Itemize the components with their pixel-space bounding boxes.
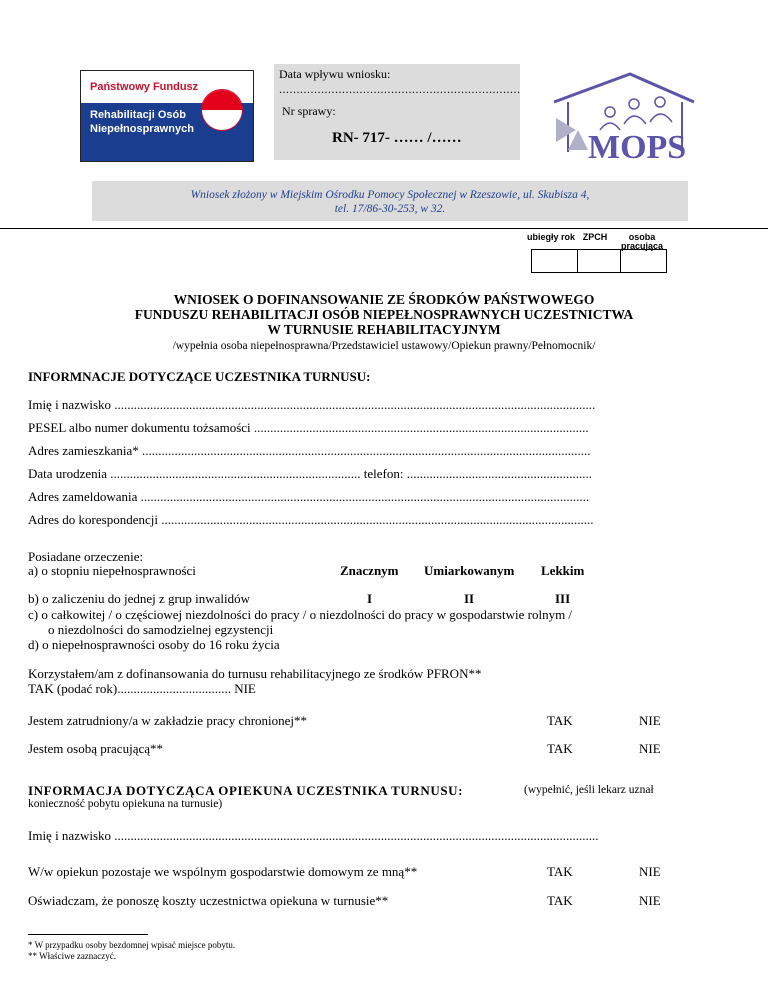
certificate-d: d) o niepełnosprawności osoby do 16 roku życia: [28, 637, 280, 652]
caregiver-name-field[interactable]: Imię i nazwisko .....................................................................................................................................................: [28, 828, 599, 843]
pfron-emblem-icon: [201, 89, 243, 131]
date-dots: .....................................................................: [279, 82, 521, 96]
form-title: [0, 292, 768, 337]
checkbox-last-year[interactable]: [532, 250, 578, 272]
mops-logo: [548, 72, 698, 164]
status-checkboxes: [531, 249, 667, 273]
protected-employment-question: Jestem zatrudniony/a w zakładzie pracy chronionej**: [28, 713, 308, 728]
checkbox-zpch[interactable]: [578, 250, 621, 272]
option-group-2[interactable]: II: [464, 591, 475, 606]
mops-text: MOPS: [588, 129, 687, 164]
caregiver-costs-question: Oświadczam, że ponoszę koszty uczestnictwa opiekuna w turnusie**: [28, 893, 389, 908]
certificate-heading: Posiadane orzeczenie:: [28, 549, 144, 564]
answer-yes[interactable]: TAK: [547, 741, 573, 756]
submission-line: Wniosek złożony w Miejskim Ośrodku Pomocy Społecznej w Rzeszowie, ul. Skubisza 4,: [190, 189, 590, 201]
pfron-logo: [80, 70, 254, 162]
answer-no[interactable]: NIE: [639, 893, 661, 908]
submission-info: [92, 181, 688, 221]
case-number: RN- 717- …… /……: [332, 130, 462, 146]
certificate-b: b) o zaliczeniu do jednej z grup inwalidów: [28, 591, 251, 606]
participant-name-field[interactable]: Imię i nazwisko ....................................................................................................................................................: [28, 397, 596, 412]
title-line: W TURNUSIE REHABILITACYJNYM: [267, 322, 501, 337]
address-field[interactable]: Adres zamieszkania* ..........................................................................................................................................: [28, 443, 591, 458]
option-group-1[interactable]: I: [367, 591, 373, 606]
caregiver-note: (wypełnić, jeśli lekarz uznał: [524, 784, 654, 796]
answer-yes[interactable]: TAK: [547, 893, 573, 908]
checkbox-working[interactable]: [621, 250, 666, 272]
answer-no[interactable]: NIE: [639, 864, 661, 879]
birth-phone-field[interactable]: Data urodzenia ............................................................................. telefon: .........................................................: [28, 466, 592, 481]
title-line: FUNDUSZU REHABILITACJI OSÓB NIEPEŁNOSPRAWNYCH UCZESTNICTWA: [134, 307, 634, 322]
submission-line: tel. 17/86-30-253, w 32.: [334, 203, 446, 215]
correspondence-address-field[interactable]: Adres do korespondencji .....................................................................................................................................: [28, 512, 594, 527]
previous-funding-answer[interactable]: TAK (podać rok)................................... NIE: [28, 681, 256, 696]
registration-box: [274, 64, 520, 160]
registered-address-field[interactable]: Adres zameldowania ..........................................................................................................................................: [28, 489, 590, 504]
divider: [0, 228, 768, 229]
answer-yes[interactable]: TAK: [547, 864, 573, 879]
footnote: ** Właściwe zaznaczyć.: [28, 951, 117, 961]
logo-line: Rehabilitacji Osób: [90, 109, 186, 121]
option-lekkim[interactable]: Lekkim: [541, 563, 585, 578]
option-umiarkowanym[interactable]: Umiarkowanym: [424, 563, 515, 578]
status-col-label: ZPCH: [582, 232, 608, 242]
certificate-c: c) o całkowitej / o częściowej niezdolności do pracy / o niezdolności do pracy w gospodarstwie rolnym /: [28, 607, 573, 622]
status-col-label: pracująca: [620, 241, 664, 251]
logo-line: Państwowy Fundusz: [90, 81, 199, 93]
footnote: * W przypadku osoby bezdomnej wpisać miejsce pobytu.: [28, 940, 236, 950]
answer-no[interactable]: NIE: [639, 741, 661, 756]
caregiver-household-question: W/w opiekun pozostaje we wspólnym gospodarstwie domowym ze mną**: [28, 864, 418, 879]
answer-yes[interactable]: TAK: [547, 713, 573, 728]
status-col-label: ubiegły rok: [527, 232, 576, 242]
status-col-label: osoba: [628, 232, 656, 242]
case-label: Nr sprawy:: [282, 104, 336, 118]
option-group-3[interactable]: III: [555, 591, 571, 606]
working-question: Jestem osobą pracującą**: [28, 741, 164, 756]
logo-line: Niepełnosprawnych: [90, 123, 194, 135]
participant-heading: INFORMNACJE DOTYCZĄCE UCZESTNIKA TURNUSU:: [28, 369, 371, 384]
title-line: WNIOSEK O DOFINANSOWANIE ZE ŚRODKÓW PAŃSTWOWEGO: [173, 292, 595, 307]
answer-no[interactable]: NIE: [639, 713, 661, 728]
caregiver-heading: INFORMACJA DOTYCZĄCA OPIEKUNA UCZESTNIKA TURNUSU:: [28, 783, 464, 798]
form-subtitle: /wypełnia osoba niepełnosprawna/Przedstawiciel ustawowy/Opiekun prawny/Pełnomocnik/: [172, 340, 596, 352]
previous-funding-question: Korzystałem/am z dofinansowania do turnusu rehabilitacyjnego ze środków PFRON**: [28, 666, 482, 681]
option-znacznym[interactable]: Znacznym: [340, 563, 399, 578]
certificate-c-cont: o niezdolności do samodzielnej egzystencji: [48, 622, 274, 637]
date-label: Data wpływu wniosku:: [279, 67, 391, 81]
caregiver-note-cont: konieczność pobytu opiekuna na turnusie): [28, 798, 223, 810]
certificate-a: a) o stopniu niepełnosprawności: [28, 563, 196, 578]
pesel-field[interactable]: PESEL albo numer dokumentu tożsamości .......................................................................................................: [28, 420, 589, 435]
footnote-divider: [28, 934, 148, 935]
